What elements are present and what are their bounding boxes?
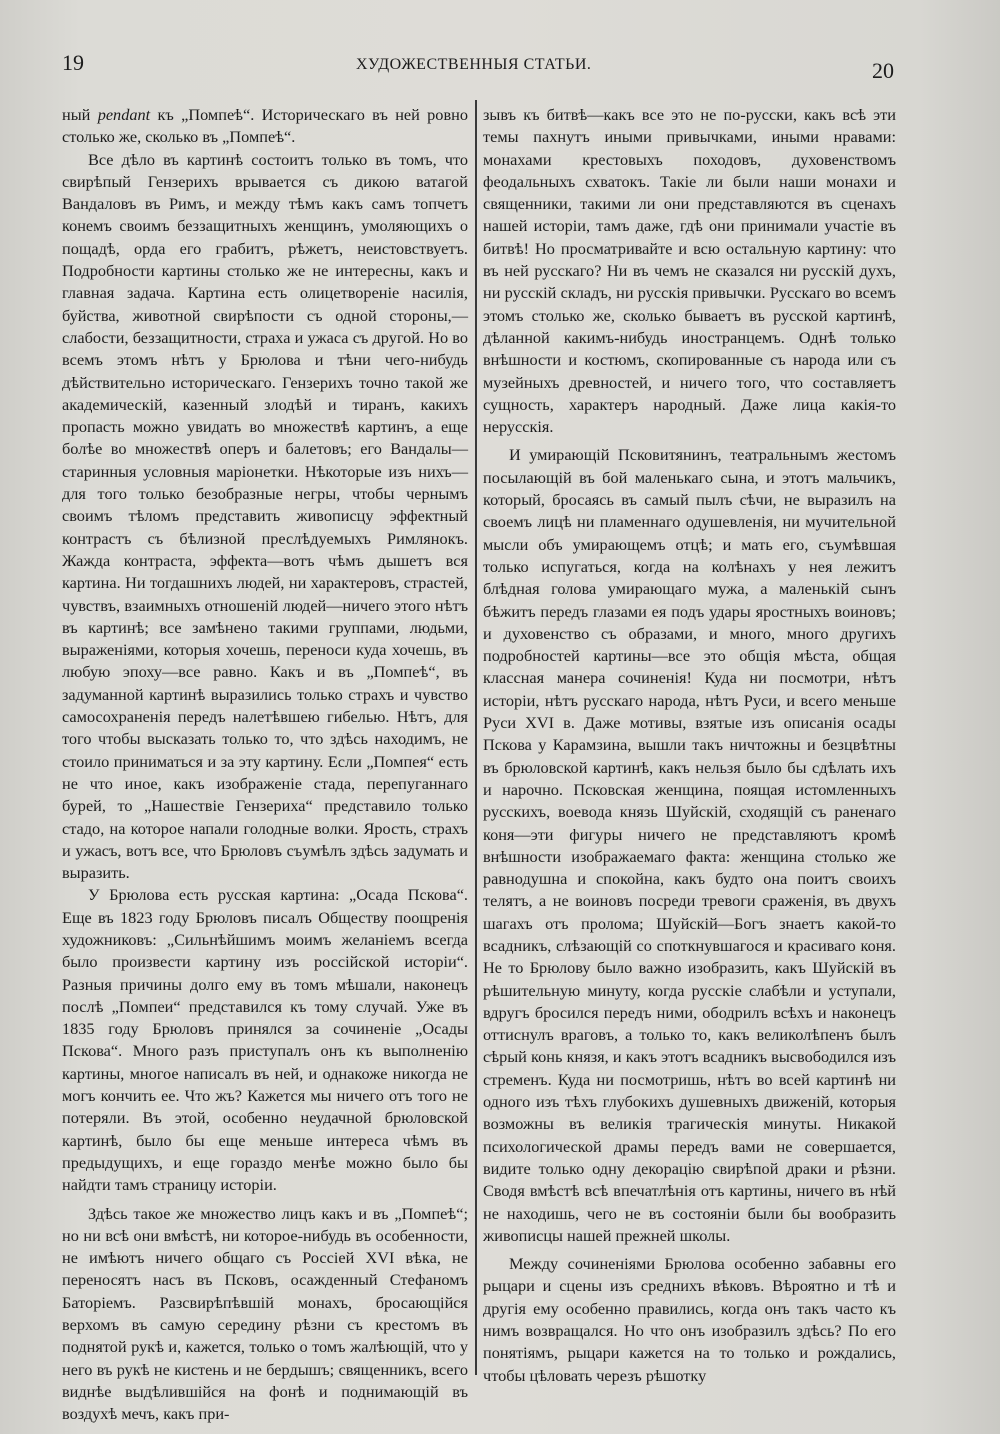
right-paragraph-1: зывъ къ битвѣ—какъ все это не по-русски, какъ всѣ эти темы пахнутъ иными привычками, иными нравами: монахами крестовыхъ походовъ, духовенствомъ феодальныхъ схватокъ. Такіе ли были наши монахи и священники, такими ли они представляются въ сценахъ нашей исторіи, тамъ даже, гдѣ они принимали участіе въ битвѣ! Но просматривайте и всю остальную картину: что въ ней русскаго? Ни въ чемъ не сказался ни русскій духъ, ни русскій складъ, ни русскія привычки. Русскаго во всемъ этомъ столько же, сколько бываетъ въ русской картинѣ, дѣланной какимъ-нибудь иностранцемъ. Однѣ только внѣшности и костюмъ, скопированные съ народа или съ музейныхъ древностей, и ничего того, что составляетъ сущность, характеръ народный. Даже лица какія-то нерусскія.: [483, 105, 896, 437]
page-number-right: 20: [872, 58, 894, 83]
left-paragraph-2: Все дѣло въ картинѣ состоитъ только въ томъ, что свирѣпый Гензерихъ врывается съ дикою ватагой Вандаловъ въ Римъ, и между тѣмъ какъ самъ топчетъ конемъ своимъ беззащитныхъ женщинъ, умоляющихъ о пощадѣ, орда его грабитъ, рѣжетъ, неистовствуетъ. Подробности картины столько же не интересны, какъ и главная задача. Картина есть олицетвореніе насилія, буйства, животной свирѣпости съ одной стороны,—слабости, беззащитности, страха и ужаса съ другой. Но во всемъ этомъ нѣтъ у Брюлова и тѣни чего-нибудь дѣйствительно историческаго. Гензерихъ точно такой же академическій, казенный злодѣй и тиранъ, какихъ пропасть можно увидать во множествѣ картинъ, а еще болѣе во множествѣ оперъ и балетовъ; его Вандалы—старинныя условныя маріонетки. Нѣкоторые изъ нихъ—для того только безобразные негры, чтобы чернымъ своимъ тѣломъ представить живописцу эффектный контрастъ съ бѣлизной преслѣдуемыхъ Римлянокъ. Жажда контраста, эффекта—вотъ чѣмъ дышетъ вся картина. Ни тогдашнихъ людей, ни характеровъ, страстей, чувствъ, взаимныхъ отношеній людей—ничего этого нѣтъ въ картинѣ; все замѣнено такими группами, людьми, выраженіями, которыя хочешь, переноси куда хочешь, въ любую эпоху—все равно. Какъ и въ „Помпеѣ“, въ задуманной картинѣ выразились только страхъ и чувство самосохраненія передъ налетѣвшею гибелью. Нѣтъ, для того чтобы высказать только то, что здѣсь находимъ, не стоило приниматься и за эту картину. Если „Помпея“ есть не что иное, какъ изображеніе стада, перепуганнаго бурей, то „Нашествіе Гензериха“ представило только стадо, на которое напали голодные волки. Ярость, страхъ и ужасъ, вотъ все, что Брюловъ съумѣлъ здѣсь задумать и выразить.: [62, 149, 468, 883]
left-paragraph-4: Здѣсь такое же множество лицъ какъ и въ „Помпеѣ“; но ни всѣ они вмѣстѣ, ни которое-нибудь въ особенности, не имѣютъ ничего общаго съ Россіей XVI вѣка, не переносятъ насъ въ Псковъ, осажденный Стефаномъ Баторіемъ. Разсвирѣпѣвшій монахъ, бросающійся верхомъ въ самую середину рѣзни съ крестомъ въ поднятой рукѣ и, кажется, только о томъ жалѣющій, что у него въ рукѣ не кистень и не бердышъ; священникъ, всего виднѣе выдѣлившійся на фонѣ и поднимающій въ воздухѣ мечъ, какъ при-: [62, 1203, 468, 1424]
right-column: [483, 104, 896, 1387]
right-paragraph-2: И умирающій Псковитянинъ, театральнымъ жестомъ посылающій въ бой маленькаго сына, и этотъ мальчикъ, который, бросаясь въ самый пылъ сѣчи, не выразилъ на своемъ лицѣ ни пламеннаго одушевленія, ни мучительной мысли объ умирающемъ отцѣ; и мать его, съумѣвшая только испугаться, когда на колѣнахъ у нея лежитъ блѣдная голова умирающаго мужа, а маленькій сынъ бѣжитъ передъ глазами ея подъ удары яростныхъ воиновъ; и духовенство съ образами, и много, много другихъ подробностей картины—все это общія мѣста, общая классная манера сочиненія! Куда ни посмотри, нѣтъ исторіи, нѣтъ русскаго народа, нѣтъ Руси, и всего меньше Руси XVI в. Даже мотивы, взятые изъ описанія осады Пскова у Карамзина, вышли такъ ничтожны и безцвѣтны въ брюловской картинѣ, какъ нельзя было бы сдѣлать ихъ и нарочно. Псковская женщина, поящая истомленныхъ русскихъ, воевода князь Шуйскій, сходящій съ раненаго коня—эти фигуры ничего не представляютъ кромѣ внѣшности изображаемаго факта: женщина столько же равнодушна и спокойна, какъ будто она поитъ своихъ телятъ, а не воиновъ посреди тревоги сраженія, въ двухъ шагахъ отъ пролома; Шуйскій—Богъ знаетъ какой-то всадникъ, слѣзающій со споткнувшагося и красиваго коня. Не то Брюлову было важно изобразить, какъ Шуйскій въ рѣшительную минуту, когда русскіе слабѣли и уступали, вдругъ бросился передъ ними, ободрилъ всѣхъ и наконецъ оттиснулъ враговъ, а только то, какъ великолѣпенъ былъ сѣрый конь князя, и какъ этотъ всадникъ высвободился изъ стременъ. Куда ни посмотришь, нѣтъ во всей картинѣ ни одного изъ тѣхъ глубокихъ душевныхъ движеній, которыя возможны въ великія трагическія минуты. Никакой психологической драмы передъ вами не совершается, видите только одну декорацію свирѣпой драки и рѣзни. Сводя вмѣстѣ всѣ впечатлѣнія отъ картины, ничего въ нѣй не находишь, чего не въ состояніи были бы вообразить живописцы нашей прежней школы.: [483, 445, 896, 1245]
running-title: ХУДОЖЕСТВЕННЫЯ СТАТЬИ.: [356, 56, 592, 73]
left-paragraph-3: У Брюлова есть русская картина: „Осада Пскова“. Еще въ 1823 году Брюловъ писалъ Обществу поощренія художниковъ: „Сильнѣйшимъ моимъ желаніемъ всегда было произвести картину изъ россійской исторіи“. Разныя причины долго ему въ томъ мѣшали, наконецъ послѣ „Помпеи“ представился къ тому случай. Уже въ 1835 году Брюловъ принялся за сочиненіе „Осады Пскова“. Много разъ приступалъ онъ къ выполненію картины, многое написалъ въ ней, и однакоже никогда не могъ кончить ее. Что жъ? Кажется мы ничего отъ того не потеряли. Въ этой, особенно неудачной брюловской картинѣ, было бы еще меньше интереса чѣмъ въ предыдущихъ, и еще гораздо менѣе можно было бы найдти тамъ страницу исторіи.: [62, 885, 468, 1195]
right-paragraph-3: Между сочиненіями Брюлова особенно забавны его рыцари и сцены изъ среднихъ вѣковъ. Вѣроятно и тѣ и другія ему особенно правились, когда онъ такъ часто къ нимъ возвращался. Но что онъ изобразилъ здѣсь? По его понятіямъ, рыцари кажется на то только и рождались, чтобы цѣловать черезъ рѣшотку: [483, 1254, 896, 1385]
page-number-left: 19: [62, 50, 84, 75]
left-column: [62, 104, 468, 1426]
column-divider: [475, 100, 477, 1375]
left-paragraph-1: ный pendant къ „Помпеѣ“. Историческаго въ ней ровно столько же, сколько въ „Помпеѣ“.: [62, 105, 468, 147]
